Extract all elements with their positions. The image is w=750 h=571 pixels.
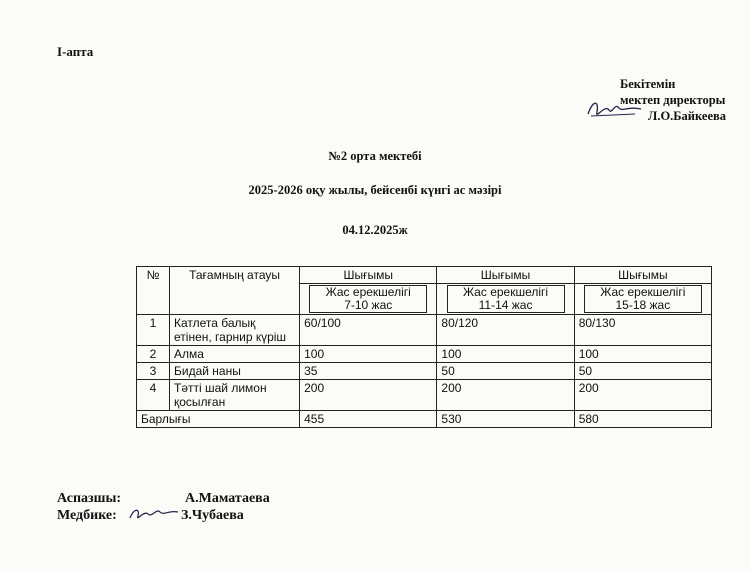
director-signature-icon — [585, 96, 645, 122]
output-11-14: 50 — [437, 363, 574, 380]
output-7-10: 35 — [300, 363, 437, 380]
total-11-14: 530 — [437, 411, 574, 428]
dish-name: Тәтті шай лимон қосылған — [170, 380, 300, 411]
header-age-group-1 — [300, 284, 437, 315]
output-15-18: 50 — [574, 363, 711, 380]
table-header-row — [137, 267, 712, 284]
row-num: 4 — [137, 380, 170, 411]
week-label: I-апта — [57, 44, 94, 59]
cook-name: А.Маматаева — [185, 491, 270, 506]
row-num: 2 — [137, 346, 170, 363]
header-age-group-2 — [437, 284, 574, 315]
table-total-row — [137, 411, 712, 428]
header-num: № — [137, 267, 170, 315]
cook-role: Аспазшы: — [57, 491, 122, 506]
approval-line-1: Бекітемін — [620, 77, 676, 91]
menu-title: 2025-2026 оқу жылы, бейсенбі күнгі ас мәзірі — [248, 183, 502, 197]
nurse-name: З.Чубаева — [181, 508, 244, 523]
total-label: Барлығы — [137, 411, 300, 428]
nurse-signature-icon — [128, 502, 180, 526]
school-name: №2 орта мектебі — [328, 149, 422, 163]
row-num: 1 — [137, 315, 170, 346]
total-15-18: 580 — [574, 411, 711, 428]
table-row — [137, 315, 712, 346]
row-num: 3 — [137, 363, 170, 380]
output-7-10: 100 — [300, 346, 437, 363]
dish-name: Катлета балық етінен, гарнир күріш — [170, 315, 300, 346]
output-11-14: 100 — [437, 346, 574, 363]
menu-table — [136, 266, 712, 428]
header-age-group-3 — [574, 284, 711, 315]
age-group-label: Жас ерекшелігі — [600, 285, 686, 299]
header-output-3: Шығымы — [574, 267, 711, 284]
output-7-10: 60/100 — [300, 315, 437, 346]
nurse-role: Медбике: — [57, 508, 117, 523]
total-7-10: 455 — [300, 411, 437, 428]
approval-line-3: Л.О.Байкеева — [648, 109, 726, 123]
output-15-18: 100 — [574, 346, 711, 363]
age-range: 11-14 жас — [478, 298, 533, 312]
output-7-10: 200 — [300, 380, 437, 411]
table-row — [137, 363, 712, 380]
output-11-14: 200 — [437, 380, 574, 411]
table-row — [137, 346, 712, 363]
dish-name: Алма — [170, 346, 300, 363]
approval-line-2: мектеп директоры — [620, 93, 726, 107]
header-dish-name: Тағамның атауы — [170, 267, 300, 315]
menu-date: 04.12.2025ж — [342, 223, 408, 237]
age-range: 7-10 жас — [344, 298, 393, 312]
header-output-1: Шығымы — [300, 267, 437, 284]
age-group-label: Жас ерекшелігі — [462, 285, 549, 299]
age-group-label: Жас ерекшелігі — [325, 285, 411, 299]
header-output-2: Шығымы — [437, 267, 574, 284]
output-15-18: 80/130 — [574, 315, 711, 346]
output-11-14: 80/120 — [437, 315, 574, 346]
table-row — [137, 380, 712, 411]
age-range: 15-18 жас — [615, 298, 671, 312]
dish-name: Бидай наны — [170, 363, 300, 380]
output-15-18: 200 — [574, 380, 711, 411]
